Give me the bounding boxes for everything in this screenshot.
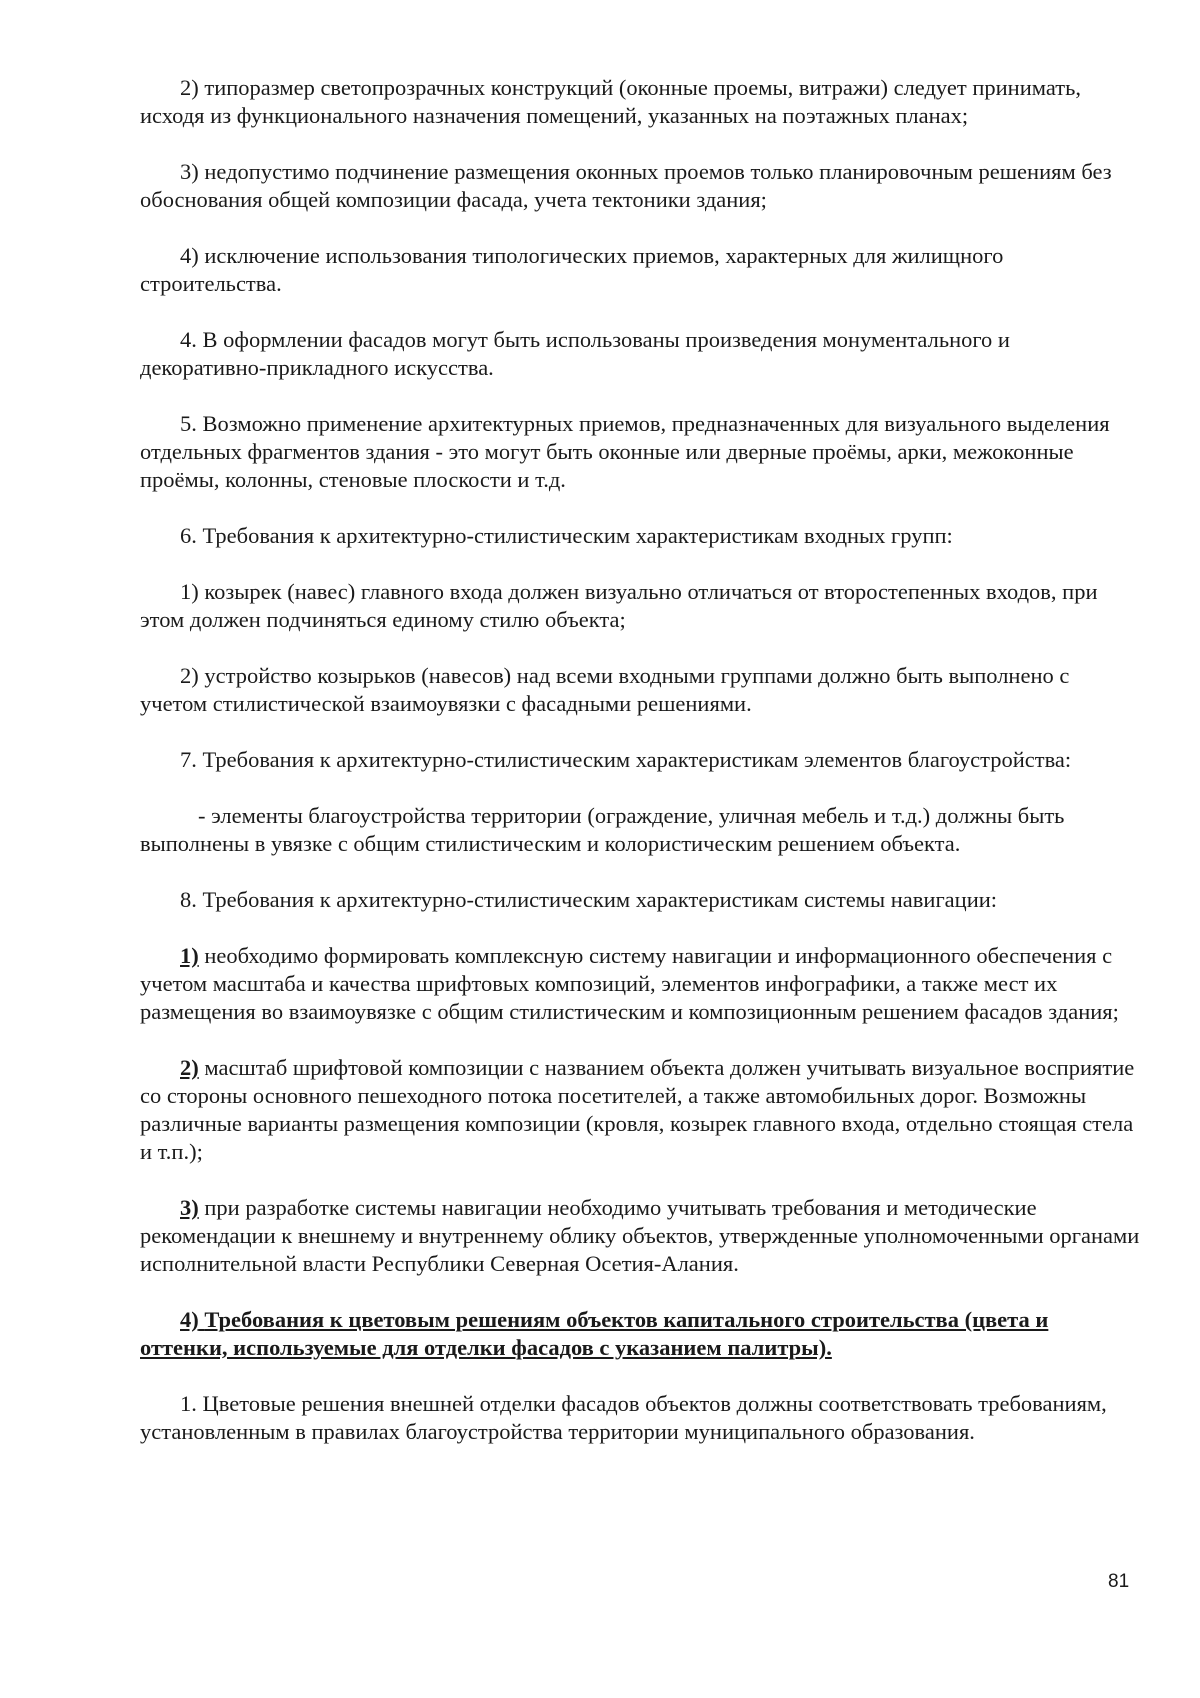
item-text: масштаб шрифтовой композиции с названием объекта должен учитывать визуальное восприятие со стороны основного пешеходного потока посетителей, а также автомобильных дорог. Возможны различные варианты размещения композиции (кровля, козырек главного входа, отдельно стоящая стела и т.п.); <box>140 1055 1135 1164</box>
item-text: Требования к архитектурно-стилистическим характеристикам входных групп: <box>202 523 953 548</box>
list-item <box>140 1390 1140 1446</box>
item-text: элементы благоустройства территории (ограждение, уличная мебель и т.д.) должны быть выполнены в увязке с общим стилистическим и колористическим решением объекта. <box>140 803 1065 856</box>
list-item <box>140 410 1140 494</box>
item-text: недопустимо подчинение размещения оконных проемов только планировочным решениям без обоснования общей композиции фасада, учета тектоники здания; <box>140 159 1112 212</box>
heading-text: Требования к цветовым решениям объектов капитального строительства (цвета и оттенки, используемые для отделки фасадов с указанием палитры). <box>140 1307 1049 1360</box>
heading-number: 4) <box>180 1307 199 1332</box>
item-text: Цветовые решения внешней отделки фасадов объектов должны соответствовать требованиям, установленным в правилах благоустройства территории муниципального образования. <box>140 1391 1107 1444</box>
list-item <box>140 942 1140 1026</box>
dash-marker: - <box>198 803 206 828</box>
item-number: 1. <box>180 1391 197 1416</box>
item-number: 7. <box>180 747 197 772</box>
item-number: 5. <box>180 411 197 436</box>
item-number: 4) <box>180 243 199 268</box>
section-intro <box>140 522 1140 550</box>
item-number: 8. <box>180 887 197 912</box>
list-item <box>140 1054 1140 1166</box>
item-text: типоразмер светопрозрачных конструкций (оконные проемы, витражи) следует принимать, исходя из функционального назначения помещений, указанных на поэтажных планах; <box>140 75 1081 128</box>
item-text: Возможно применение архитектурных приемов, предназначенных для визуального выделения отдельных фрагментов здания - это могут быть оконные или дверные проёмы, арки, межоконные проёмы, колонны, стеновые плоскости и т.д. <box>140 411 1110 492</box>
section-heading <box>140 1306 1140 1362</box>
item-number: 2) <box>180 663 199 688</box>
list-item <box>140 1194 1140 1278</box>
item-number: 1) <box>180 579 199 604</box>
dash-item <box>140 802 1140 858</box>
item-number: 2) <box>180 75 199 100</box>
item-text: необходимо формировать комплексную систему навигации и информационного обеспечения с учетом масштаба и качества шрифтовых композиций, элементов инфографики, а также мест их размещения во взаимоувязке с общим стилистическим и композиционным решением фасадов здания; <box>140 943 1119 1024</box>
list-item <box>140 158 1140 214</box>
section-intro <box>140 746 1140 774</box>
page-number: 81 <box>1108 1571 1130 1592</box>
item-text: при разработке системы навигации необходимо учитывать требования и методические рекомендации к внешнему и внутреннему облику объектов, утвержденные уполномоченными органами исполнительной власти Республики Северная Осетия-Алания. <box>140 1195 1140 1276</box>
list-item <box>140 662 1140 718</box>
item-number: 4. <box>180 327 197 352</box>
item-number: 3) <box>180 1195 199 1220</box>
item-text: Требования к архитектурно-стилистическим характеристикам системы навигации: <box>202 887 998 912</box>
list-item <box>140 326 1140 382</box>
item-text: исключение использования типологических приемов, характерных для жилищного строительства. <box>140 243 1004 296</box>
document-body <box>140 74 1140 1474</box>
item-text: В оформлении фасадов могут быть использованы произведения монументального и декоративно-прикладного искусства. <box>140 327 1010 380</box>
item-number: 3) <box>180 159 199 184</box>
list-item <box>140 74 1140 130</box>
list-item <box>140 578 1140 634</box>
section-intro <box>140 886 1140 914</box>
list-item <box>140 242 1140 298</box>
item-number: 2) <box>180 1055 199 1080</box>
item-number: 1) <box>180 943 199 968</box>
item-text: устройство козырьков (навесов) над всеми входными группами должно быть выполнено с учетом стилистической взаимоувязки с фасадными решениями. <box>140 663 1070 716</box>
item-number: 6. <box>180 523 197 548</box>
item-text: Требования к архитектурно-стилистическим характеристикам элементов благоустройства: <box>202 747 1072 772</box>
item-text: козырек (навес) главного входа должен визуально отличаться от второстепенных входов, при этом должен подчиняться единому стилю объекта; <box>140 579 1098 632</box>
